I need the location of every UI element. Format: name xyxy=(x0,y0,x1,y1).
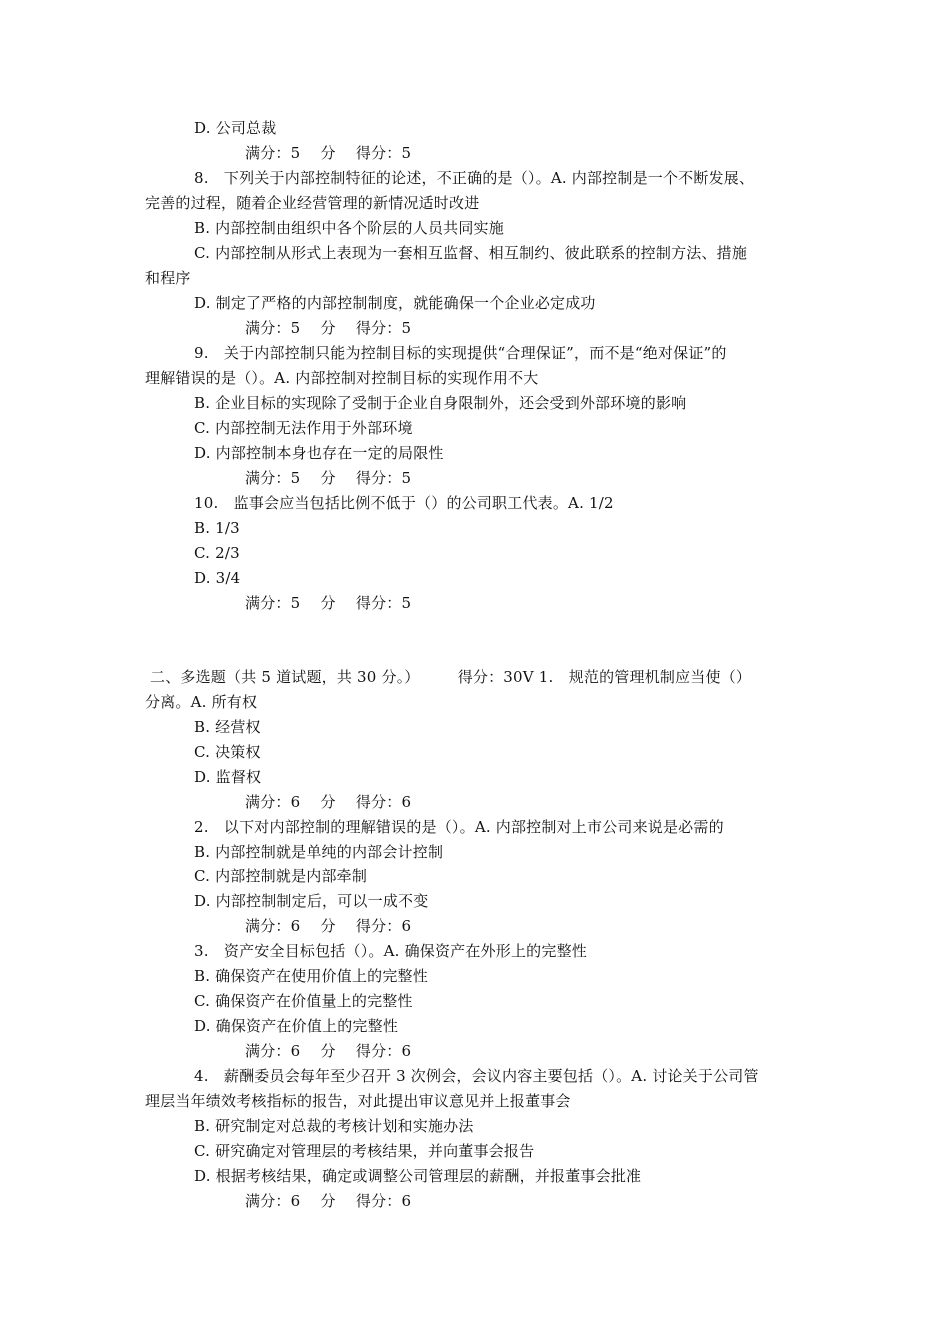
ms-q1-option-c: C. 决策权 xyxy=(194,743,261,761)
ms-q2-stem: 2. 以下对内部控制的理解错误的是（）。A. 内部控制对上市公司来说是必需的 xyxy=(194,818,724,836)
q7-score: 满分：5 分 得分：5 xyxy=(245,144,412,162)
ms-q4-option-d: D. 根据考核结果，确定或调整公司管理层的薪酬，并报董事会批准 xyxy=(194,1167,642,1185)
section2-header-line2: 分离。A. 所有权 xyxy=(145,693,258,711)
ms-q4-stem-line1: 4. 薪酬委员会每年至少召开 3 次例会，会议内容主要包括（）。A. 讨论关于公司管 xyxy=(194,1067,759,1085)
ms-q4-option-b: B. 研究制定对总裁的考核计划和实施办法 xyxy=(194,1117,474,1135)
ms-q2-option-d: D. 内部控制制定后，可以一成不变 xyxy=(194,892,429,910)
ms-q3-option-c: C. 确保资产在价值量上的完整性 xyxy=(194,992,413,1010)
ms-q3-option-d: D. 确保资产在价值上的完整性 xyxy=(194,1017,399,1035)
ms-q4-score: 满分：6 分 得分：6 xyxy=(245,1192,412,1210)
q8-option-c-line1: C. 内部控制从形式上表现为一套相互监督、相互制约、彼此联系的控制方法、措施 xyxy=(194,244,748,262)
q9-score: 满分：5 分 得分：5 xyxy=(245,469,412,487)
ms-q4-stem-line2: 理层当年绩效考核指标的报告，对此提出审议意见并上报董事会 xyxy=(145,1092,571,1110)
q10-stem: 10. 监事会应当包括比例不低于（）的公司职工代表。A. 1/2 xyxy=(194,494,614,512)
ms-q2-option-c: C. 内部控制就是内部牵制 xyxy=(194,867,368,885)
q8-stem-line2: 完善的过程，随着企业经营管理的新情况适时改进 xyxy=(145,194,480,212)
q8-option-d: D. 制定了严格的内部控制制度，就能确保一个企业必定成功 xyxy=(194,294,596,312)
ms-q1-option-d: D. 监督权 xyxy=(194,768,262,786)
q9-stem-line1: 9. 关于内部控制只能为控制目标的实现提供“合理保证”，而不是“绝对保证”的 xyxy=(194,344,727,362)
q7-option-d: D. 公司总裁 xyxy=(194,119,277,137)
q9-option-d: D. 内部控制本身也存在一定的局限性 xyxy=(194,444,444,462)
q10-option-c: C. 2/3 xyxy=(194,544,240,562)
q10-score: 满分：5 分 得分：5 xyxy=(245,594,412,612)
q10-option-d: D. 3/4 xyxy=(194,569,241,587)
q8-option-c-line2: 和程序 xyxy=(145,269,191,287)
q9-option-b: B. 企业目标的实现除了受制于企业自身限制外，还会受到外部环境的影响 xyxy=(194,394,687,412)
q10-option-b: B. 1/3 xyxy=(194,519,240,537)
section2-header-line1: 二、多选题（共 5 道试题，共 30 分。） 得分：30V 1. 规范的管理机制应当使（） xyxy=(150,668,752,686)
ms-q3-stem: 3. 资产安全目标包括（）。A. 确保资产在外形上的完整性 xyxy=(194,942,587,960)
ms-q4-option-c: C. 研究确定对管理层的考核结果，并向董事会报告 xyxy=(194,1142,535,1160)
q8-option-b: B. 内部控制由组织中各个阶层的人员共同实施 xyxy=(194,219,504,237)
q9-option-c: C. 内部控制无法作用于外部环境 xyxy=(194,419,413,437)
ms-q3-option-b: B. 确保资产在使用价值上的完整性 xyxy=(194,967,428,985)
q8-score: 满分：5 分 得分：5 xyxy=(245,319,412,337)
q8-stem-line1: 8. 下列关于内部控制特征的论述，不正确的是（）。A. 内部控制是一个不断发展、 xyxy=(194,169,755,187)
q9-stem-line2: 理解错误的是（）。A. 内部控制对控制目标的实现作用不大 xyxy=(145,369,539,387)
ms-q1-score: 满分：6 分 得分：6 xyxy=(245,793,412,811)
ms-q2-option-b: B. 内部控制就是单纯的内部会计控制 xyxy=(194,843,444,861)
ms-q2-score: 满分：6 分 得分：6 xyxy=(245,917,412,935)
ms-q3-score: 满分：6 分 得分：6 xyxy=(245,1042,412,1060)
ms-q1-option-b: B. 经营权 xyxy=(194,718,261,736)
